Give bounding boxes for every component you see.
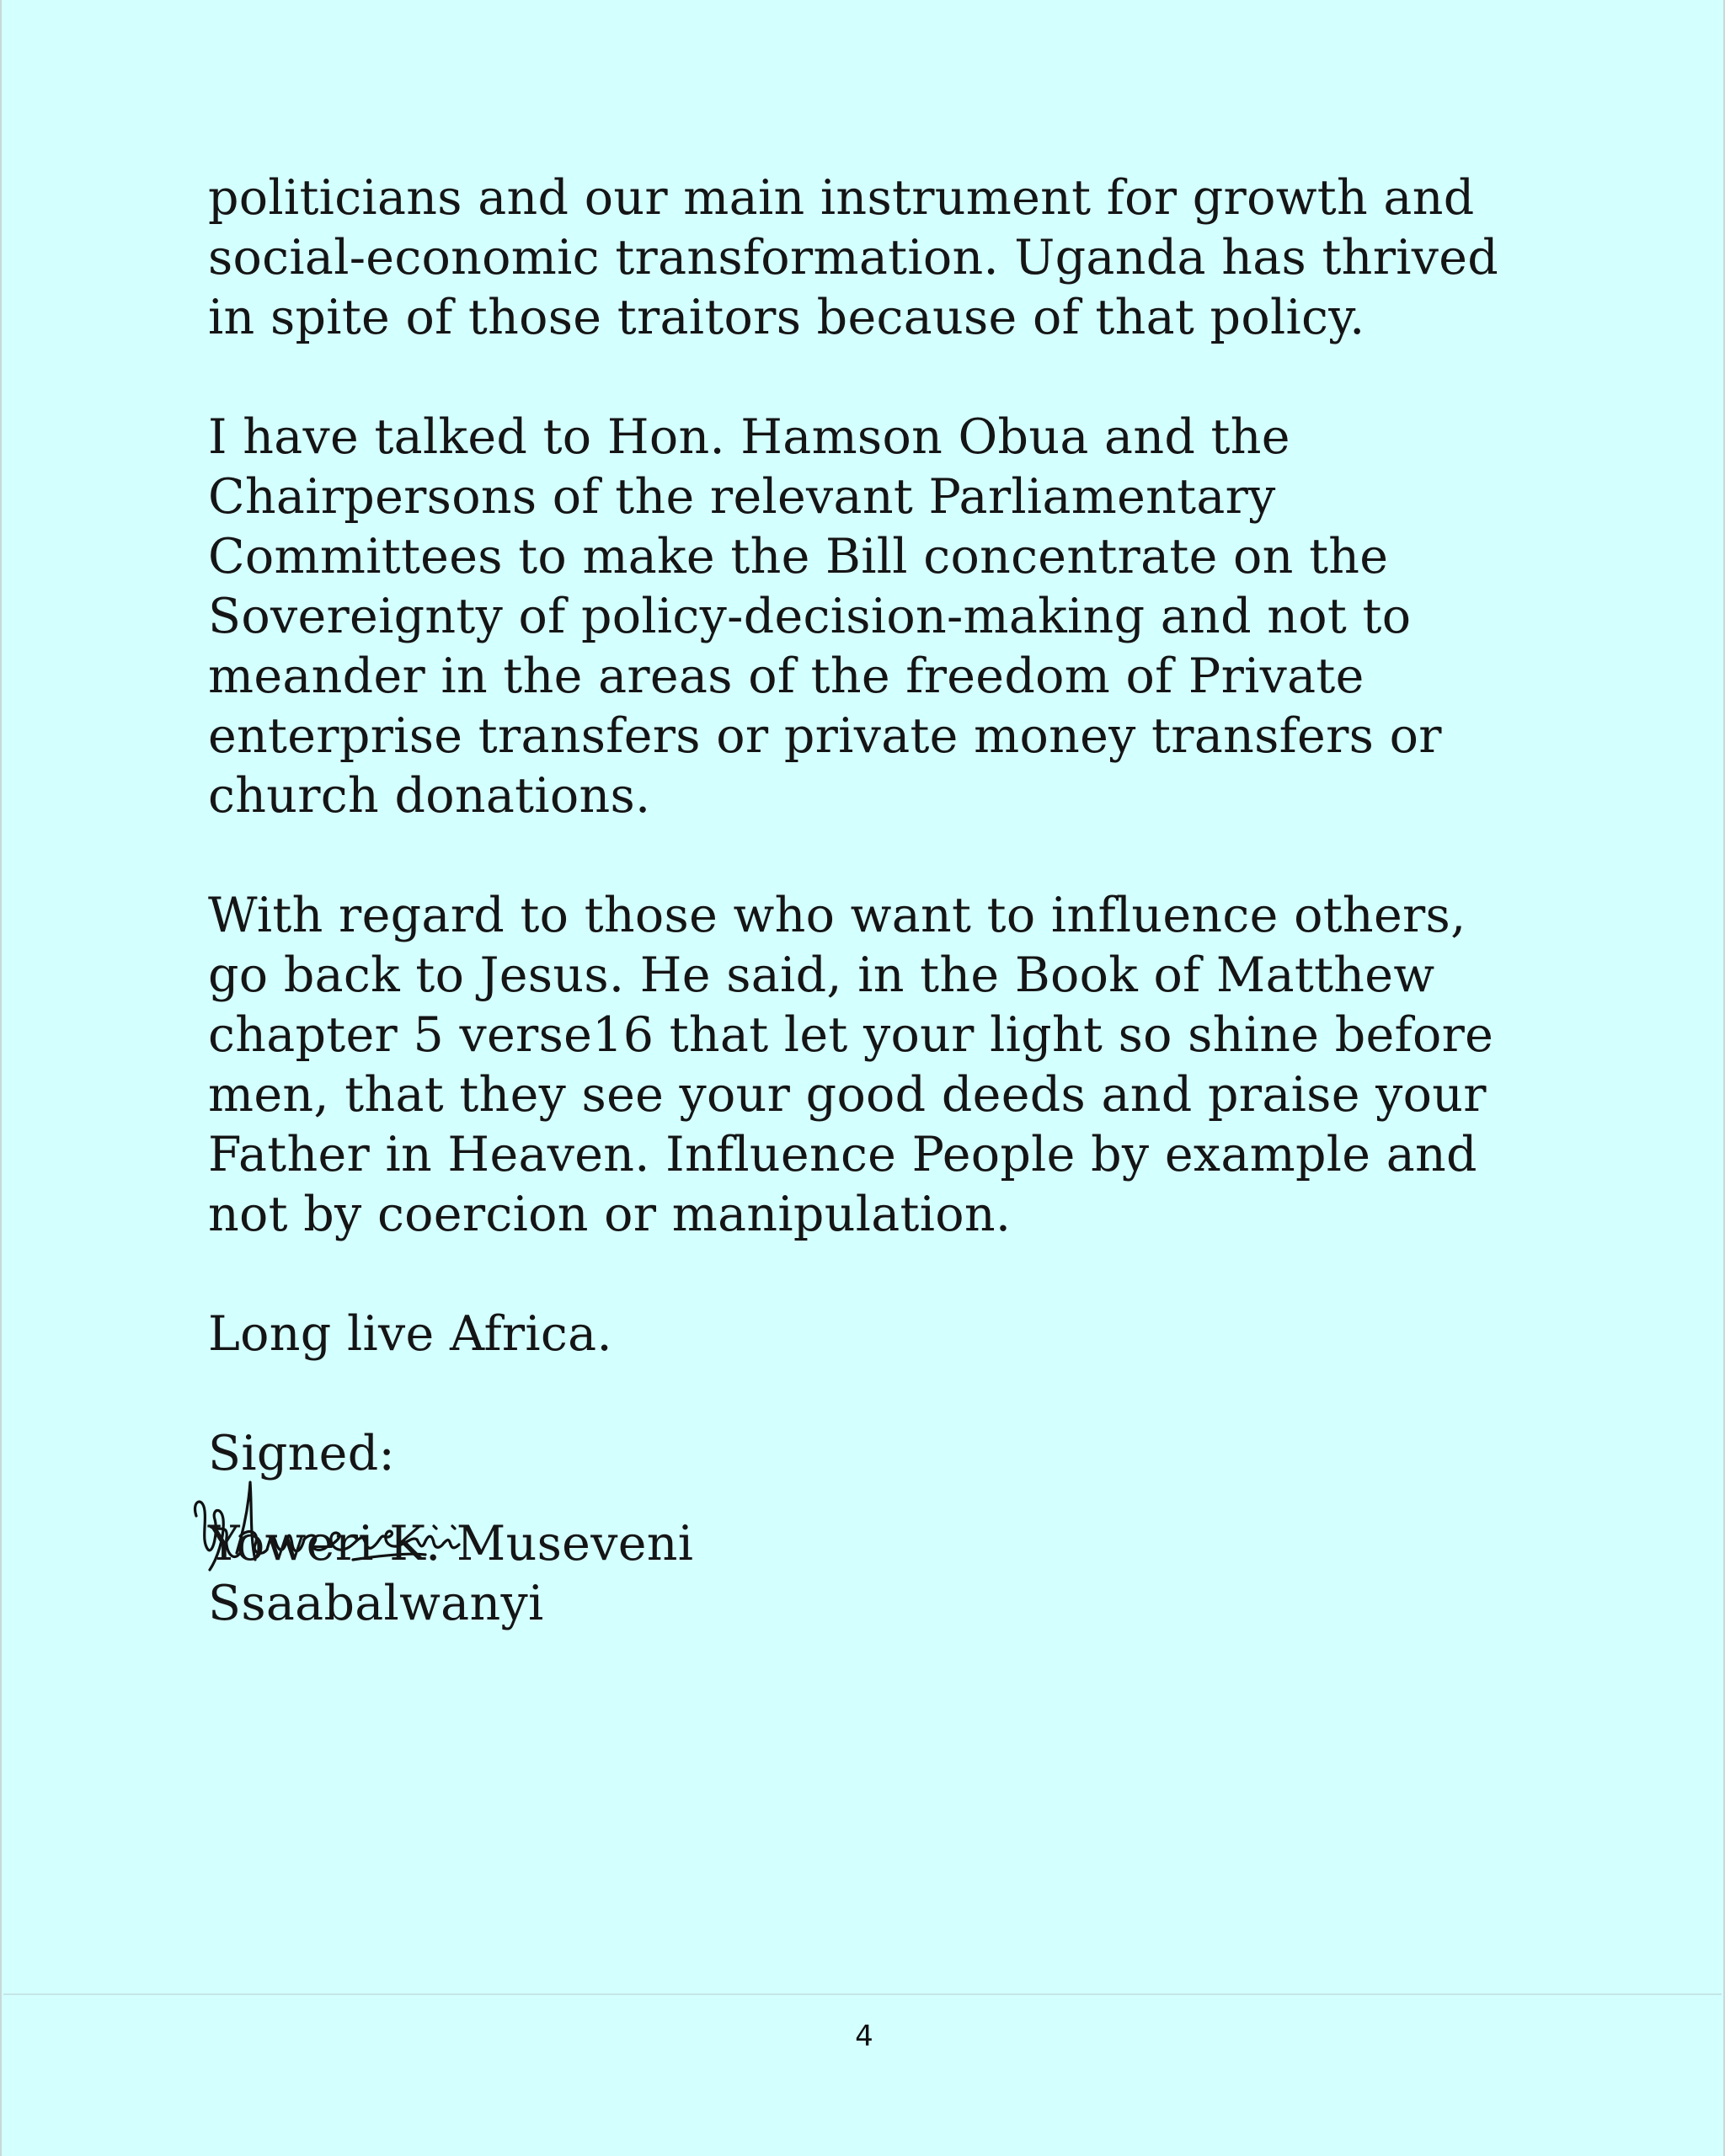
text-line: enterprise transfers or private money transfers or <box>208 708 1442 764</box>
text-line: Chairpersons of the relevant Parliamentary <box>208 469 1276 525</box>
text-line: meander in the areas of the freedom of Private <box>208 648 1365 704</box>
text-line: With regard to those who want to influence others, <box>208 888 1466 943</box>
signature-block <box>208 1514 1556 1634</box>
text-line: I have talked to Hon. Hamson Obua and the <box>208 409 1290 465</box>
paragraph-1 <box>208 168 1556 348</box>
text-line: in spite of those traitors because of that policy. <box>208 290 1365 345</box>
text-line: social-economic transformation. Uganda has thrived <box>208 230 1499 286</box>
signatory-title: Ssaabalwanyi <box>208 1576 544 1631</box>
signatory-name: Yoweri K. Museveni <box>208 1516 694 1572</box>
paragraph-3 <box>208 886 1556 1245</box>
text-line: not by coercion or manipulation. <box>208 1187 1012 1242</box>
text-line: go back to Jesus. He said, in the Book of Matthew <box>208 947 1435 1003</box>
text-line: chapter 5 verse16 that let your light so shine before <box>208 1007 1494 1063</box>
footer-divider <box>3 1993 1722 1995</box>
text-line: Sovereignty of policy-decision-making and not to <box>208 589 1412 644</box>
text-line: church donations. <box>208 768 651 824</box>
text-line: Long live Africa. <box>208 1306 612 1362</box>
signed-label: Signed: <box>208 1426 396 1481</box>
letter-body <box>208 168 1556 1634</box>
page-number: 4 <box>855 2020 873 2053</box>
text-line: men, that they see your good deeds and praise your <box>208 1067 1487 1123</box>
text-line: Committees to make the Bill concentrate on the <box>208 529 1389 584</box>
closing-line <box>208 1305 1556 1364</box>
text-line: politicians and our main instrument for growth and <box>208 170 1475 226</box>
paragraph-2 <box>208 408 1556 826</box>
text-line: Father in Heaven. Influence People by example and <box>208 1127 1477 1182</box>
